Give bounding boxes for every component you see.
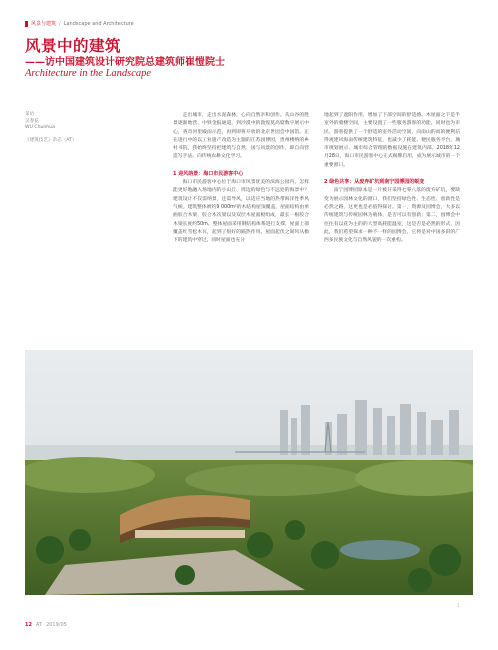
text-column-right [324,112,460,253]
photo-page-mark: 1 [457,603,460,608]
text-column-left [173,112,309,253]
journal-name: AT [35,622,43,628]
meta-source: 《建筑技艺》杂志（AT） [25,137,77,143]
article-title-english: Architecture in the Landscape [25,68,152,79]
page-number: 12 [25,622,32,628]
section-label-en: Landscape and Architecture [63,20,134,27]
aerial-photo [25,350,473,595]
intro-paragraph: 走出城市，走出水泥森林，心向自然亲和创作。从山谷的胜景逐渐地营、中铁金报通道，到沙漠中的敦煌莫高窟数字展示中心，查奇河里殿雨示范，再到即将开放的北京世园会中国馆。正在进行中的以工业遗产改造为主题的江苏园博园，贵州楼纳的乡村书院，我始终坚持把建筑与自然、国与风景的创作，即自向营造写手法。向传统农耕文化学习。 [173,113,309,160]
article-meta [25,112,77,144]
article-subtitle: ——访中国建筑设计研究院总建筑师崔愷院士 [25,57,225,68]
meta-interviewer: 吴春花 [25,118,39,124]
section-label-cn: 风景与建筑 [31,21,57,27]
section-tag [25,20,134,27]
aerial-photo-illustration [25,350,473,595]
article-title: 风景中的建筑 [25,37,122,55]
section-2-paragraph: 南宁园博园原本是一片被开采得七零八落的废弃矿坑，要缺变为展示园林文化的窗口，我们坚持绿色性、生态性、创新性是必然之路，这更也是必值得探讨。第一，资源及园博会，大多以传统建筑与传统园林为载体，是否可以有创新；第二，园博会中往往有以花为主的的大型高耗能温室，这是否是必然的形式，因此，我们希望探求一种不一样的园博会，它将是对中国多彩的广西多民族文化与自然风貌的一次重构。 [324,188,460,244]
section-heading-2: 2 绿色共享：从废弃矿坑到南宁园博园的蜕变 [324,179,425,186]
section-heading-1: 1 迎风纳景：海口市民游客中心 [173,170,244,177]
section-1-continued: 地起到了遮阳作用，增加了下部空间的舒适感。木屋面之下是半室外的骑楼空间，主要设置了一些服务游客的功能，同时也为市民、游客提供了一个舒适的室外活动空间，向南山的而的便利信得观建风海南传统建筑特征，也减少了耗能。便民服务平台，城市规划展示、城市综合管理的数据设施在建筑内部。2018年12月28日，海口市民游客中心正式揭牌启用，成为展示城市的一个重要窗口。 [324,113,460,168]
journal-issue: 2019/05 [46,622,67,628]
section-marker [25,21,28,27]
page-footer [25,622,67,628]
meta-role: 采访 [25,112,35,117]
meta-interviewer-en: WU Chunhua [25,125,55,130]
section-1-paragraph: 海口市民游客中心位于海口市风景优美的滨海公园内，怎样能更好地融入场地内的小山丘、周边的绿色与不远处的海景中？建筑设计不仅需纳景，还需导风，以适应当地的热带海洋性季风气候。建筑整体被约9 000m²的木结构屋顶覆盖，屋面结构由单曲胶合木梁、胶合木次梁以及双层木屋面板组成，最长一根胶合木梁长度约50m。整体屋面采用钢结构体系进行支撑，屋面上部覆盖红雪松木瓦，起到了很好的隔热作用。屋面起伏之间风从檐下的建筑中穿过，同时屋面也充分 [173,180,309,244]
section-separator: / [59,20,61,27]
